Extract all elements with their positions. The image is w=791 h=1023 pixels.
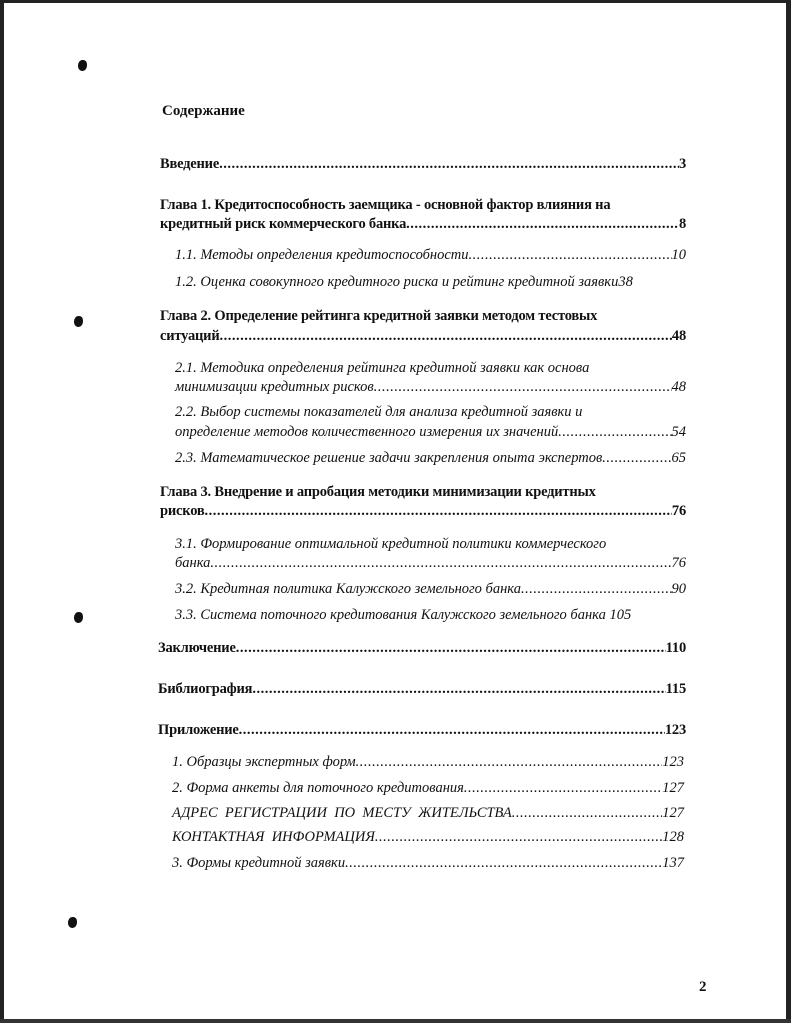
toc-entry-appendix[interactable] — [158, 722, 686, 739]
toc-page: 10 — [671, 247, 686, 263]
toc-label: кредитный риск коммерческого банка — [160, 216, 407, 232]
toc-chapter-3-title: Глава 3. Внедрение и апробация методики минимизации кредитных — [160, 484, 596, 500]
toc-label: Приложение — [158, 722, 239, 738]
page-border-left — [0, 0, 4, 1023]
page-border-top — [0, 0, 791, 3]
toc-page: 115 — [665, 681, 686, 697]
toc-entry-conclusion[interactable] — [158, 640, 686, 657]
toc-entry-3-1[interactable] — [175, 555, 686, 572]
toc-entry-3-1-line1: 3.1. Формирование оптимальной кредитной политики коммерческого — [175, 536, 607, 552]
toc-entry-2-3[interactable] — [175, 450, 686, 467]
toc-entry-2-1[interactable] — [175, 379, 686, 396]
page-border-bottom — [0, 1019, 791, 1023]
toc-label: АДРЕС РЕГИСТРАЦИИ ПО МЕСТУ ЖИТЕЛЬСТВА — [172, 805, 512, 821]
toc-page: 3 — [678, 156, 686, 172]
toc-label: ситуаций — [160, 328, 220, 344]
toc-entry-bibliography[interactable] — [158, 681, 686, 698]
punch-hole-mark — [68, 917, 77, 928]
toc-label: Библиография — [158, 681, 253, 697]
toc-entry-appendix-2[interactable] — [172, 780, 684, 797]
toc-page: 8 — [678, 216, 686, 232]
toc-page: 127 — [662, 780, 684, 796]
toc-label: 1.1. Методы определения кредитоспособности — [175, 247, 469, 263]
punch-hole-mark — [74, 612, 83, 623]
toc-label: рисков — [160, 503, 205, 519]
toc-entry-1-2[interactable]: 1.2. Оценка совокупного кредитного риска и рейтинг кредитной заявки38 — [175, 274, 633, 290]
toc-label: 2. Форма анкеты для поточного кредитования — [172, 780, 464, 796]
toc-page: 137 — [662, 855, 684, 871]
toc-entry-chapter-3[interactable] — [160, 503, 686, 520]
toc-label: 2.3. Математическое решение задачи закрепления опыта экспертов — [175, 450, 603, 466]
toc-entry-appendix-contact[interactable] — [172, 829, 684, 846]
toc-label: определение методов количественного измерения их значений — [175, 424, 559, 440]
toc-entry-chapter-1[interactable] — [160, 216, 686, 233]
toc-page: 48 — [671, 328, 686, 344]
toc-page: 54 — [671, 424, 686, 440]
toc-entry-3-3[interactable]: 3.3. Система поточного кредитования Калужского земельного банка 105 — [175, 607, 632, 623]
toc-entry-2-2[interactable] — [175, 424, 686, 441]
toc-chapter-1-title: Глава 1. Кредитоспособность заемщика - основной фактор влияния на — [160, 197, 611, 213]
toc-page: 76 — [671, 555, 686, 571]
page-number: 2 — [699, 979, 707, 995]
toc-label: КОНТАКТНАЯ ИНФОРМАЦИЯ — [172, 829, 375, 845]
punch-hole-mark — [78, 60, 87, 71]
toc-entry-2-2-line1: 2.2. Выбор системы показателей для анализа кредитной заявки и — [175, 404, 583, 420]
toc-entry-appendix-1[interactable] — [172, 754, 684, 771]
toc-page: 65 — [671, 450, 686, 466]
toc-page: 128 — [662, 829, 684, 845]
page-border-right — [786, 0, 791, 1023]
toc-label: банка — [175, 555, 211, 571]
toc-entry-chapter-2[interactable] — [160, 328, 686, 345]
toc-page: 48 — [671, 379, 686, 395]
toc-entry-3-2[interactable] — [175, 581, 686, 598]
toc-page: 127 — [662, 805, 684, 821]
toc-chapter-2-title: Глава 2. Определение рейтинга кредитной заявки методом тестовых — [160, 308, 598, 324]
toc-page: 123 — [662, 754, 684, 770]
toc-entry-2-1-line1: 2.1. Методика определения рейтинга кредитной заявки как основа — [175, 360, 590, 376]
page-title: Содержание — [162, 103, 245, 119]
toc-page: 76 — [671, 503, 686, 519]
toc-label: Введение — [160, 156, 220, 172]
toc-page: 90 — [671, 581, 686, 597]
toc-label: 1. Образцы экспертных форм — [172, 754, 356, 770]
punch-hole-mark — [74, 316, 83, 327]
toc-entry-appendix-3[interactable] — [172, 855, 684, 872]
toc-label: 3. Формы кредитной заявки — [172, 855, 346, 871]
toc-label: 3.2. Кредитная политика Калужского земельного банка — [175, 581, 521, 597]
toc-label: Заключение — [158, 640, 236, 656]
toc-label: минимизации кредитных рисков — [175, 379, 374, 395]
toc-entry-appendix-address[interactable] — [172, 805, 684, 822]
toc-entry-1-1[interactable] — [175, 247, 686, 264]
toc-entry-intro[interactable] — [160, 156, 686, 173]
toc-page: 110 — [665, 640, 686, 656]
toc-page: 123 — [664, 722, 686, 738]
